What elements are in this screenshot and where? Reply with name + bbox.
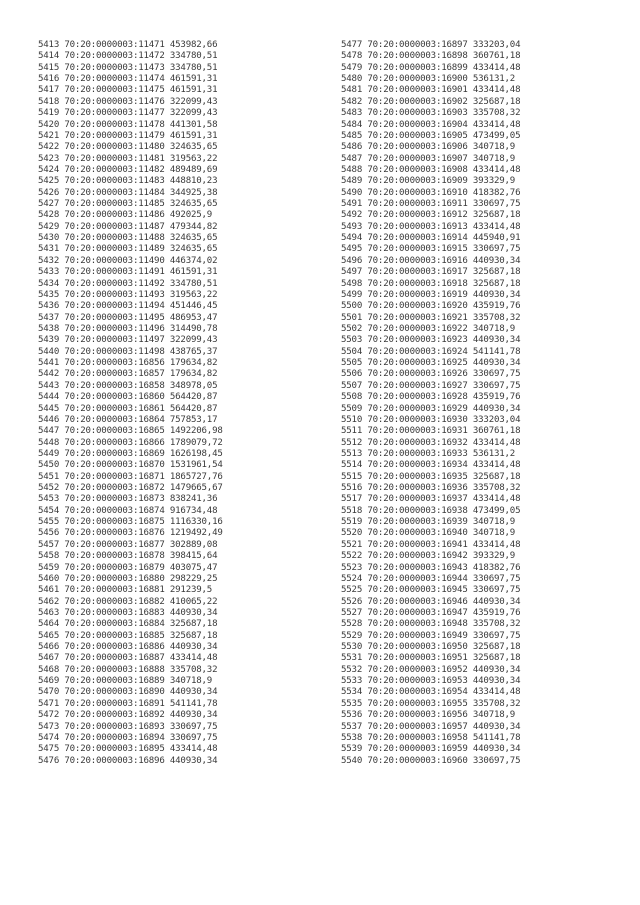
table-row: 5512 70:20:0000003:16932 433414,48 <box>341 437 521 448</box>
table-row: 5522 70:20:0000003:16942 393329,9 <box>341 551 516 562</box>
table-row: 5515 70:20:0000003:16935 325687,18 <box>341 471 521 482</box>
table-row: 5471 70:20:0000003:16891 541141,78 <box>38 698 218 709</box>
table-row: 5468 70:20:0000003:16888 335708,32 <box>38 664 218 675</box>
table-row: 5486 70:20:0000003:16906 340718,9 <box>341 142 516 153</box>
table-row: 5531 70:20:0000003:16951 325687,18 <box>341 653 521 664</box>
table-row: 5426 70:20:0000003:11484 344925,38 <box>38 187 218 198</box>
table-row: 5465 70:20:0000003:16885 325687,18 <box>38 630 218 641</box>
table-row: 5514 70:20:0000003:16934 433414,48 <box>341 460 521 471</box>
table-row: 5421 70:20:0000003:11479 461591,31 <box>38 130 218 141</box>
table-row: 5518 70:20:0000003:16938 473499,05 <box>341 505 521 516</box>
table-row: 5497 70:20:0000003:16917 325687,18 <box>341 267 521 278</box>
table-row: 5470 70:20:0000003:16890 440930,34 <box>38 687 218 698</box>
table-row: 5445 70:20:0000003:16861 564420,87 <box>38 403 218 414</box>
table-row: 5430 70:20:0000003:11488 324635,65 <box>38 233 218 244</box>
table-row: 5454 70:20:0000003:16874 916734,48 <box>38 505 218 516</box>
table-row: 5487 70:20:0000003:16907 340718,9 <box>341 153 516 164</box>
table-row: 5458 70:20:0000003:16878 398415,64 <box>38 551 218 562</box>
table-row: 5473 70:20:0000003:16893 330697,75 <box>38 721 218 732</box>
table-row: 5482 70:20:0000003:16902 325687,18 <box>341 96 521 107</box>
table-row: 5493 70:20:0000003:16913 433414,48 <box>341 221 521 232</box>
table-row: 5516 70:20:0000003:16936 335708,32 <box>341 483 521 494</box>
table-row: 5485 70:20:0000003:16905 473499,05 <box>341 130 521 141</box>
table-row: 5416 70:20:0000003:11474 461591,31 <box>38 74 218 85</box>
left-column <box>38 40 223 767</box>
table-row: 5456 70:20:0000003:16876 1219492,49 <box>38 528 223 539</box>
table-row: 5419 70:20:0000003:11477 322099,43 <box>38 108 218 119</box>
table-row: 5477 70:20:0000003:16897 333203,04 <box>341 40 521 50</box>
table-row: 5540 70:20:0000003:16960 330697,75 <box>341 755 521 766</box>
table-row: 5521 70:20:0000003:16941 433414,48 <box>341 539 521 550</box>
table-row: 5507 70:20:0000003:16927 330697,75 <box>341 380 521 391</box>
table-row: 5523 70:20:0000003:16943 418382,76 <box>341 562 521 573</box>
table-row: 5446 70:20:0000003:16864 757853,17 <box>38 414 218 425</box>
table-row: 5492 70:20:0000003:16912 325687,18 <box>341 210 521 221</box>
table-row: 5472 70:20:0000003:16892 440930,34 <box>38 710 218 721</box>
table-row: 5442 70:20:0000003:16857 179634,82 <box>38 369 218 380</box>
table-row: 5447 70:20:0000003:16865 1492206,98 <box>38 426 223 437</box>
table-row: 5423 70:20:0000003:11481 319563,22 <box>38 153 218 164</box>
table-row: 5475 70:20:0000003:16895 433414,48 <box>38 744 218 755</box>
table-row: 5520 70:20:0000003:16940 340718,9 <box>341 528 516 539</box>
table-row: 5437 70:20:0000003:11495 486953,47 <box>38 312 218 323</box>
table-row: 5490 70:20:0000003:16910 418382,76 <box>341 187 521 198</box>
table-row: 5455 70:20:0000003:16875 1116330,16 <box>38 517 223 528</box>
table-row: 5433 70:20:0000003:11491 461591,31 <box>38 267 218 278</box>
table-row: 5413 70:20:0000003:11471 453982,66 <box>38 40 218 50</box>
table-row: 5489 70:20:0000003:16909 393329,9 <box>341 176 516 187</box>
table-row: 5463 70:20:0000003:16883 440930,34 <box>38 607 218 618</box>
table-row: 5449 70:20:0000003:16869 1626198,45 <box>38 448 223 459</box>
table-row: 5479 70:20:0000003:16899 433414,48 <box>341 62 521 73</box>
table-row: 5528 70:20:0000003:16948 335708,32 <box>341 619 521 630</box>
table-row: 5453 70:20:0000003:16873 838241,36 <box>38 494 218 505</box>
table-row: 5510 70:20:0000003:16930 333203,04 <box>341 414 521 425</box>
table-row: 5440 70:20:0000003:11498 438765,37 <box>38 346 218 357</box>
table-row: 5529 70:20:0000003:16949 330697,75 <box>341 630 521 641</box>
table-row: 5524 70:20:0000003:16944 330697,75 <box>341 573 521 584</box>
table-row: 5527 70:20:0000003:16947 435919,76 <box>341 607 521 618</box>
table-row: 5509 70:20:0000003:16929 440930,34 <box>341 403 521 414</box>
table-row: 5525 70:20:0000003:16945 330697,75 <box>341 585 521 596</box>
table-row: 5435 70:20:0000003:11493 319563,22 <box>38 289 218 300</box>
table-row: 5420 70:20:0000003:11478 441301,58 <box>38 119 218 130</box>
table-row: 5431 70:20:0000003:11489 324635,65 <box>38 244 218 255</box>
table-row: 5491 70:20:0000003:16911 330697,75 <box>341 199 521 210</box>
table-row: 5424 70:20:0000003:11482 489489,69 <box>38 164 218 175</box>
table-row: 5539 70:20:0000003:16959 440930,34 <box>341 744 521 755</box>
table-row: 5428 70:20:0000003:11486 492025,9 <box>38 210 213 221</box>
table-row: 5439 70:20:0000003:11497 322099,43 <box>38 335 218 346</box>
table-row: 5438 70:20:0000003:11496 314490,78 <box>38 323 218 334</box>
table-row: 5537 70:20:0000003:16957 440930,34 <box>341 721 521 732</box>
table-row: 5506 70:20:0000003:16926 330697,75 <box>341 369 521 380</box>
table-row: 5476 70:20:0000003:16896 440930,34 <box>38 755 218 766</box>
table-row: 5467 70:20:0000003:16887 433414,48 <box>38 653 218 664</box>
table-row: 5450 70:20:0000003:16870 1531961,54 <box>38 460 223 471</box>
table-row: 5481 70:20:0000003:16901 433414,48 <box>341 85 521 96</box>
table-row: 5536 70:20:0000003:16956 340718,9 <box>341 710 516 721</box>
table-row: 5498 70:20:0000003:16918 325687,18 <box>341 278 521 289</box>
table-row: 5457 70:20:0000003:16877 302889,08 <box>38 539 218 550</box>
table-row: 5534 70:20:0000003:16954 433414,48 <box>341 687 521 698</box>
table-row: 5483 70:20:0000003:16903 335708,32 <box>341 108 521 119</box>
table-row: 5511 70:20:0000003:16931 360761,18 <box>341 426 521 437</box>
table-row: 5425 70:20:0000003:11483 448810,23 <box>38 176 218 187</box>
table-row: 5502 70:20:0000003:16922 340718,9 <box>341 323 516 334</box>
table-row: 5488 70:20:0000003:16908 433414,48 <box>341 164 521 175</box>
table-row: 5460 70:20:0000003:16880 298229,25 <box>38 573 218 584</box>
table-row: 5415 70:20:0000003:11473 334780,51 <box>38 62 218 73</box>
table-row: 5434 70:20:0000003:11492 334780,51 <box>38 278 218 289</box>
table-row: 5503 70:20:0000003:16923 440930,34 <box>341 335 521 346</box>
table-row: 5432 70:20:0000003:11490 446374,02 <box>38 255 218 266</box>
table-row: 5519 70:20:0000003:16939 340718,9 <box>341 517 516 528</box>
table-row: 5464 70:20:0000003:16884 325687,18 <box>38 619 218 630</box>
table-row: 5443 70:20:0000003:16858 348978,05 <box>38 380 218 391</box>
table-row: 5495 70:20:0000003:16915 330697,75 <box>341 244 521 255</box>
table-row: 5513 70:20:0000003:16933 536131,2 <box>341 448 516 459</box>
table-row: 5451 70:20:0000003:16871 1865727,76 <box>38 471 223 482</box>
table-row: 5484 70:20:0000003:16904 433414,48 <box>341 119 521 130</box>
table-row: 5535 70:20:0000003:16955 335708,32 <box>341 698 521 709</box>
table-row: 5427 70:20:0000003:11485 324635,65 <box>38 199 218 210</box>
table-row: 5474 70:20:0000003:16894 330697,75 <box>38 732 218 743</box>
table-row: 5533 70:20:0000003:16953 440930,34 <box>341 676 521 687</box>
table-row: 5441 70:20:0000003:16856 179634,82 <box>38 358 218 369</box>
table-row: 5504 70:20:0000003:16924 541141,78 <box>341 346 521 357</box>
table-row: 5508 70:20:0000003:16928 435919,76 <box>341 392 521 403</box>
table-row: 5538 70:20:0000003:16958 541141,78 <box>341 732 521 743</box>
table-row: 5448 70:20:0000003:16866 1789079,72 <box>38 437 223 448</box>
table-row: 5499 70:20:0000003:16919 440930,34 <box>341 289 521 300</box>
table-row: 5501 70:20:0000003:16921 335708,32 <box>341 312 521 323</box>
table-row: 5469 70:20:0000003:16889 340718,9 <box>38 676 213 687</box>
table-row: 5517 70:20:0000003:16937 433414,48 <box>341 494 521 505</box>
table-row: 5500 70:20:0000003:16920 435919,76 <box>341 301 521 312</box>
table-row: 5532 70:20:0000003:16952 440930,34 <box>341 664 521 675</box>
table-row: 5417 70:20:0000003:11475 461591,31 <box>38 85 218 96</box>
table-row: 5480 70:20:0000003:16900 536131,2 <box>341 74 516 85</box>
table-row: 5422 70:20:0000003:11480 324635,65 <box>38 142 218 153</box>
right-column <box>341 40 520 767</box>
table-row: 5466 70:20:0000003:16886 440930,34 <box>38 642 218 653</box>
table-row: 5530 70:20:0000003:16950 325687,18 <box>341 642 521 653</box>
table-row: 5414 70:20:0000003:11472 334780,51 <box>38 51 218 62</box>
table-row: 5494 70:20:0000003:16914 445940,91 <box>341 233 521 244</box>
table-row: 5452 70:20:0000003:16872 1479665,67 <box>38 483 223 494</box>
table-row: 5461 70:20:0000003:16881 291239,5 <box>38 585 213 596</box>
table-row: 5444 70:20:0000003:16860 564420,87 <box>38 392 218 403</box>
table-row: 5429 70:20:0000003:11487 479344,82 <box>38 221 218 232</box>
table-row: 5459 70:20:0000003:16879 403075,47 <box>38 562 218 573</box>
table-row: 5436 70:20:0000003:11494 451446,45 <box>38 301 218 312</box>
table-row: 5478 70:20:0000003:16898 360761,18 <box>341 51 521 62</box>
table-row: 5505 70:20:0000003:16925 440930,34 <box>341 358 521 369</box>
table-row: 5418 70:20:0000003:11476 322099,43 <box>38 96 218 107</box>
table-row: 5526 70:20:0000003:16946 440930,34 <box>341 596 521 607</box>
table-row: 5496 70:20:0000003:16916 440930,34 <box>341 255 521 266</box>
table-row: 5462 70:20:0000003:16882 410065,22 <box>38 596 218 607</box>
